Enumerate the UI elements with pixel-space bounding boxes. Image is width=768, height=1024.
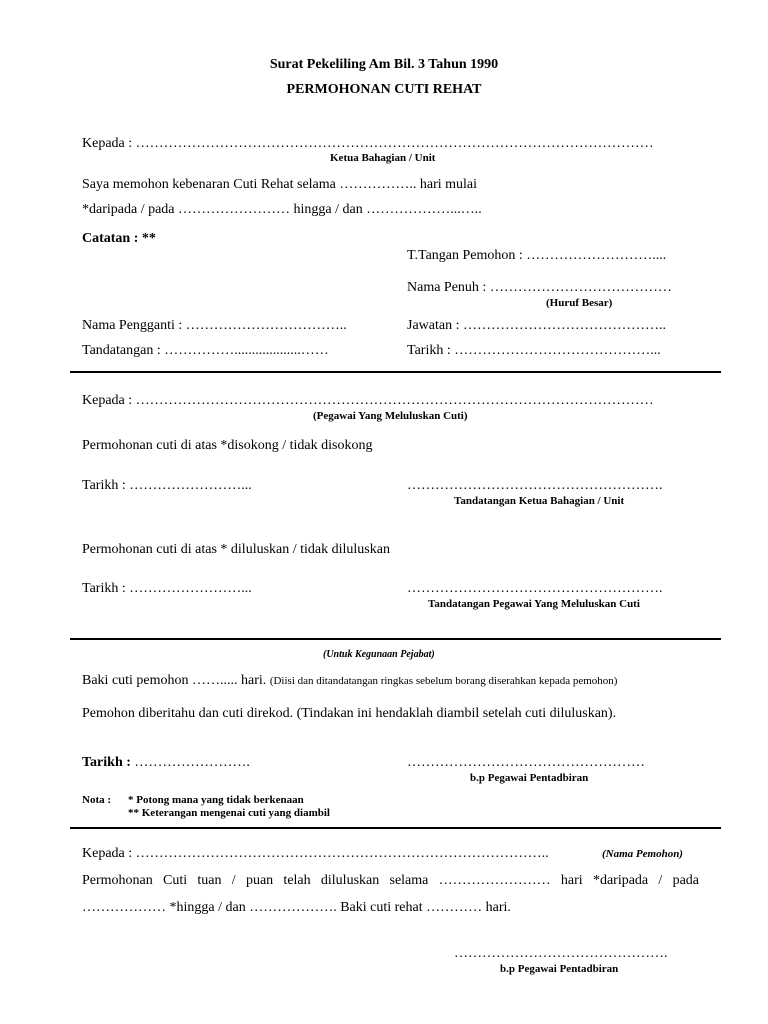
circular-reference: Surat Pekeliling Am Bil. 3 Tahun 1990 bbox=[269, 57, 499, 72]
applicant-signature-field[interactable]: T.Tangan Pemohon : ……………………….... bbox=[407, 248, 667, 263]
date-field-2[interactable]: Tarikh : ……………………... bbox=[82, 478, 252, 493]
date-field-3[interactable]: Tarikh : ……………………... bbox=[82, 581, 252, 596]
kepada-caption-2: (Pegawai Yang Meluluskan Cuti) bbox=[313, 410, 468, 422]
replacement-signature-field[interactable]: Tandatangan : ……………...................…… bbox=[82, 343, 329, 358]
full-name-field[interactable]: Nama Penuh : ………………………………… bbox=[407, 280, 672, 295]
leave-balance-field[interactable]: Baki cuti pemohon ……..... hari. (Diisi dan ditandatangan ringkas sebelum borang diserahkan kepada pemohon) bbox=[82, 673, 618, 688]
admin-signature-line-2[interactable]: ………………………………………. bbox=[454, 946, 668, 961]
support-statement[interactable]: Permohonan cuti di atas *disokong / tidak disokong bbox=[82, 438, 373, 453]
office-use-label: (Untuk Kegunaan Pejabat) bbox=[323, 649, 435, 660]
kepada-field-1[interactable]: Kepada : ………………………………………………………………………………………………… bbox=[82, 136, 654, 151]
divider-3 bbox=[70, 827, 721, 829]
position-field[interactable]: Jawatan : …………………………………….. bbox=[407, 318, 666, 333]
approver-signature-caption: Tandatangan Pegawai Yang Meluluskan Cuti bbox=[428, 598, 640, 610]
approval-notice-line-2[interactable]: ……………… *hingga / dan ………………. Baki cuti rehat ………… hari. bbox=[82, 900, 511, 915]
approval-statement[interactable]: Permohonan cuti di atas * diluluskan / tidak diluluskan bbox=[82, 542, 390, 557]
head-signature-line[interactable]: ………………………………………………. bbox=[407, 478, 663, 493]
applicant-name-caption: (Nama Pemohon) bbox=[602, 848, 683, 860]
replacement-name-field[interactable]: Nama Pengganti : …………………………….. bbox=[82, 318, 347, 333]
kepada-field-3[interactable]: Kepada : …………………………………………………………………………….. bbox=[82, 846, 549, 861]
nota-item-2: ** Keterangan mengenai cuti yang diambil bbox=[128, 807, 330, 819]
leave-duration-line[interactable]: Saya memohon kebenaran Cuti Rehat selama …………….. hari mulai bbox=[82, 177, 478, 192]
head-signature-caption: Tandatangan Ketua Bahagian / Unit bbox=[454, 495, 625, 507]
nota-label: Nota : bbox=[82, 794, 112, 806]
kepada-caption-1: Ketua Bahagian / Unit bbox=[330, 152, 436, 164]
divider-1 bbox=[70, 371, 721, 373]
approval-notice-line-1[interactable]: Permohonan Cuti tuan / puan telah diluluskan selama …………………… hari *daripada / pada bbox=[82, 873, 699, 888]
admin-signature-caption-1: b.p Pegawai Pentadbiran bbox=[470, 772, 589, 784]
nota-item-1: * Potong mana yang tidak berkenaan bbox=[128, 794, 304, 806]
admin-signature-caption-2: b.p Pegawai Pentadbiran bbox=[500, 963, 619, 975]
form-title: PERMOHONAN CUTI REHAT bbox=[286, 82, 482, 97]
kepada-field-2[interactable]: Kepada : ………………………………………………………………………………………………… bbox=[82, 393, 654, 408]
capital-letters-note: (Huruf Besar) bbox=[546, 297, 613, 309]
approver-signature-line[interactable]: ………………………………………………. bbox=[407, 581, 663, 596]
catatan-label: Catatan : ** bbox=[82, 231, 156, 246]
date-field-1[interactable]: Tarikh : ……………………………………... bbox=[407, 343, 661, 358]
admin-signature-line-1[interactable]: …………………………………………… bbox=[407, 755, 645, 770]
date-field-4[interactable]: Tarikh : ……………………. bbox=[82, 755, 250, 770]
leave-dates-line[interactable]: *daripada / pada …………………… hingga / dan ………………...….. bbox=[82, 202, 482, 217]
leave-balance-note: (Diisi dan ditandatangan ringkas sebelum borang diserahkan kepada pemohon) bbox=[269, 675, 618, 687]
notified-statement: Pemohon diberitahu dan cuti direkod. (Tindakan ini hendaklah diambil setelah cuti diluluskan). bbox=[82, 706, 617, 721]
divider-2 bbox=[70, 638, 721, 640]
